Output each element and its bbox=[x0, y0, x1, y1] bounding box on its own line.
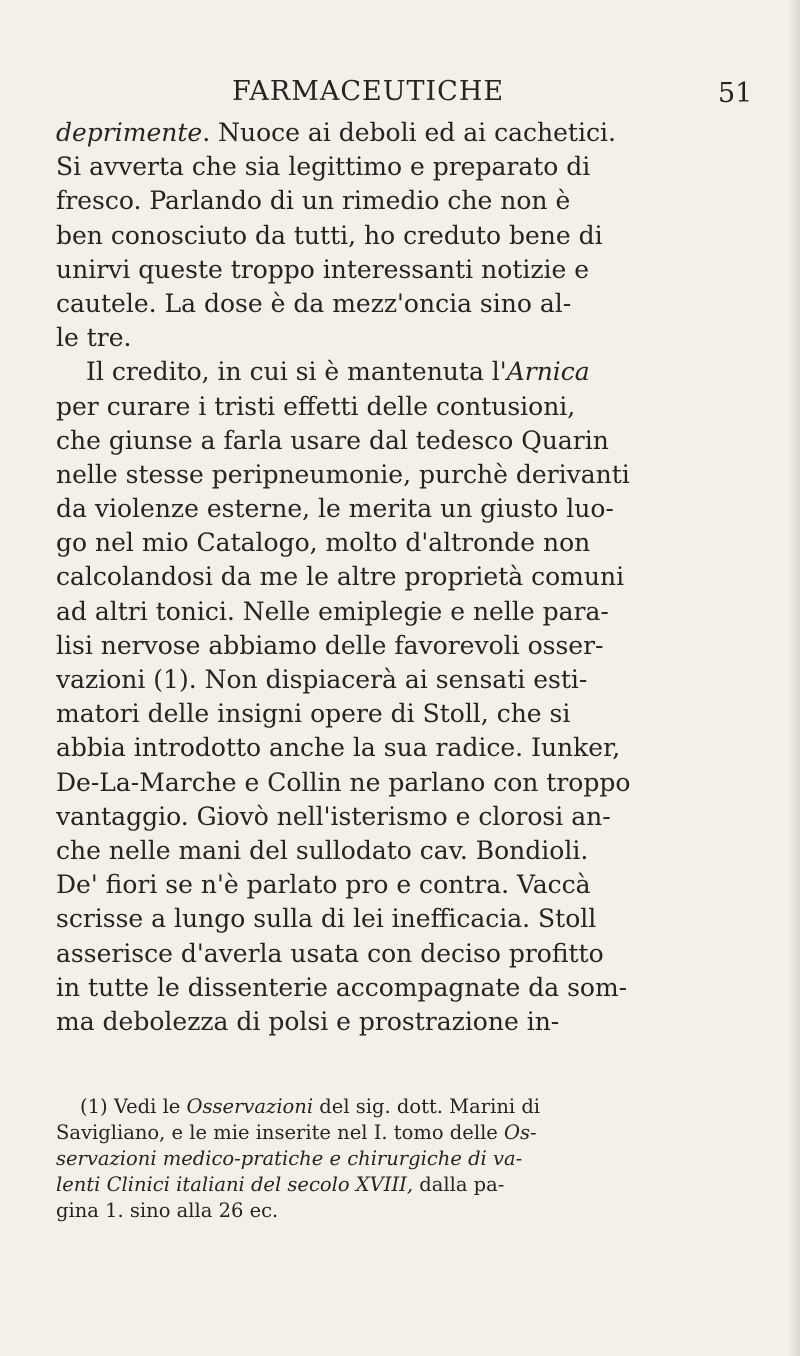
page-header bbox=[0, 76, 800, 116]
text-line: nelle stesse peripneumonie, purchè derivanti bbox=[56, 459, 630, 489]
paragraph-start-line: Il credito, in cui si è mantenuta l'Arnica bbox=[86, 357, 590, 387]
text-line: in tutte le dissenterie accompagnate da som- bbox=[56, 972, 628, 1002]
footnote-line: Savigliano, e le mie inserite nel I. tomo delle Os- bbox=[56, 1121, 537, 1144]
text-line: cautele. La dose è da mezz'oncia sino al- bbox=[56, 288, 572, 318]
text-line: go nel mio Catalogo, molto d'altronde non bbox=[56, 528, 591, 558]
footnote bbox=[56, 1094, 746, 1224]
body-text bbox=[56, 116, 736, 1039]
text-line: abbia introdotto anche la sua radice. Iunker, bbox=[56, 733, 621, 763]
text-line: che nelle mani del sullodato cav. Bondioli. bbox=[56, 835, 589, 865]
text-line: fresco. Parlando di un rimedio che non è bbox=[56, 186, 571, 216]
text-line: vantaggio. Giovò nell'isterismo e clorosi an- bbox=[56, 801, 611, 831]
footnote-line: gina 1. sino alla 26 ec. bbox=[56, 1199, 279, 1222]
text-line: ma debolezza di polsi e prostrazione in- bbox=[56, 1006, 560, 1036]
text-line: calcolandosi da me le altre proprietà comuni bbox=[56, 562, 625, 592]
text-line: vazioni (1). Non dispiacerà ai sensati esti- bbox=[56, 665, 588, 694]
text-line: unirvi queste troppo interessanti notizie e bbox=[56, 254, 590, 284]
footnote-line: servazioni medico-pratiche e chirurgiche di va- bbox=[56, 1147, 523, 1170]
text-line: deprimente. Nuoce ai deboli ed ai cachetici. bbox=[56, 118, 616, 147]
text-line: da violenze esterne, le merita un giusto luo- bbox=[56, 494, 614, 524]
footnote-line: (1) Vedi le Osservazioni del sig. dott. Marini di bbox=[80, 1095, 541, 1118]
footnote-line: lenti Clinici italiani del secolo XVIII, dalla pa- bbox=[56, 1173, 505, 1196]
text-line: per curare i tristi effetti delle contusioni, bbox=[56, 391, 576, 421]
page-number: 51 bbox=[718, 78, 753, 109]
text-line: che giunse a farla usare dal tedesco Quarin bbox=[56, 425, 609, 455]
text-line: matori delle insigni opere di Stoll, che si bbox=[56, 699, 571, 729]
text-line: le tre. bbox=[56, 323, 132, 353]
page-edge bbox=[788, 0, 800, 1356]
text-line: asserisce d'averla usata con deciso profitto bbox=[56, 938, 604, 968]
text-line: ben conosciuto da tutti, ho creduto bene di bbox=[56, 220, 603, 250]
text-line: De-La-Marche e Collin ne parlano con troppo bbox=[56, 767, 631, 797]
text-line: De' fiori se n'è parlato pro e contra. Vaccà bbox=[56, 870, 591, 900]
text-line: scrisse a lungo sulla di lei inefficacia. Stoll bbox=[56, 904, 597, 934]
running-title: FARMACEUTICHE bbox=[232, 76, 505, 107]
text-line: Si avverta che sia legittimo e preparato di bbox=[56, 152, 591, 182]
text-line: ad altri tonici. Nelle emiplegie e nelle para- bbox=[56, 596, 609, 626]
text-line: lisi nervose abbiamo delle favorevoli osser- bbox=[56, 630, 604, 660]
